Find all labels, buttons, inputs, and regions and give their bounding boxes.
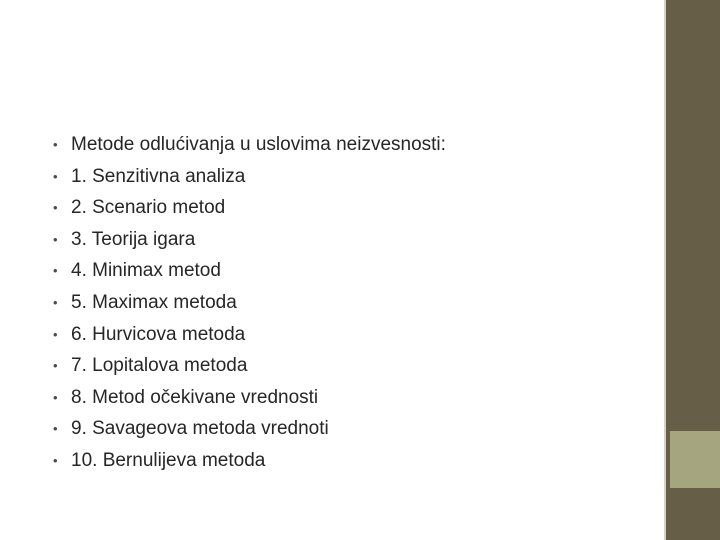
bullet-dot-icon: • <box>53 389 58 405</box>
list-item <box>53 129 446 161</box>
bullet-dot-icon: • <box>53 231 58 247</box>
bullet-list <box>53 129 446 477</box>
list-item-text: 8. Metod očekivane vrednosti <box>71 386 319 408</box>
list-item <box>53 287 446 319</box>
list-item-text: 3. Teorija igara <box>71 228 196 250</box>
bullet-dot-icon: • <box>53 168 58 184</box>
list-item-text: 5. Maximax metoda <box>71 291 237 313</box>
list-item <box>53 224 446 256</box>
bullet-dot-icon: • <box>53 294 58 310</box>
list-item-text: 2. Scenario metod <box>71 197 226 219</box>
list-item <box>53 161 446 193</box>
list-item-text: Metode odlućivanja u uslovima neizvesnosti: <box>71 134 446 155</box>
list-item-text: 6. Hurvicova metoda <box>71 323 246 345</box>
list-item <box>53 413 446 445</box>
bullet-dot-icon: • <box>53 137 58 152</box>
list-item <box>53 382 446 414</box>
bullet-dot-icon: • <box>53 421 58 437</box>
list-item <box>53 192 446 224</box>
side-accent-block <box>670 431 720 488</box>
bullet-dot-icon: • <box>53 200 58 216</box>
bullet-dot-icon: • <box>53 358 58 374</box>
list-item-text: 4. Minimax metod <box>71 260 221 282</box>
list-item-text: 9. Savageova metoda vrednoti <box>71 418 329 440</box>
bullet-dot-icon: • <box>53 326 58 342</box>
list-item <box>53 319 446 351</box>
list-item-text: 7. Lopitalova metoda <box>71 355 248 377</box>
bullet-dot-icon: • <box>53 263 58 279</box>
list-item <box>53 255 446 287</box>
list-item <box>53 350 446 382</box>
bullet-dot-icon: • <box>53 452 58 468</box>
list-item-text: 10. Bernulijeva metoda <box>71 449 266 471</box>
list-item-text: 1. Senzitivna analiza <box>71 165 246 187</box>
list-item <box>53 445 446 477</box>
